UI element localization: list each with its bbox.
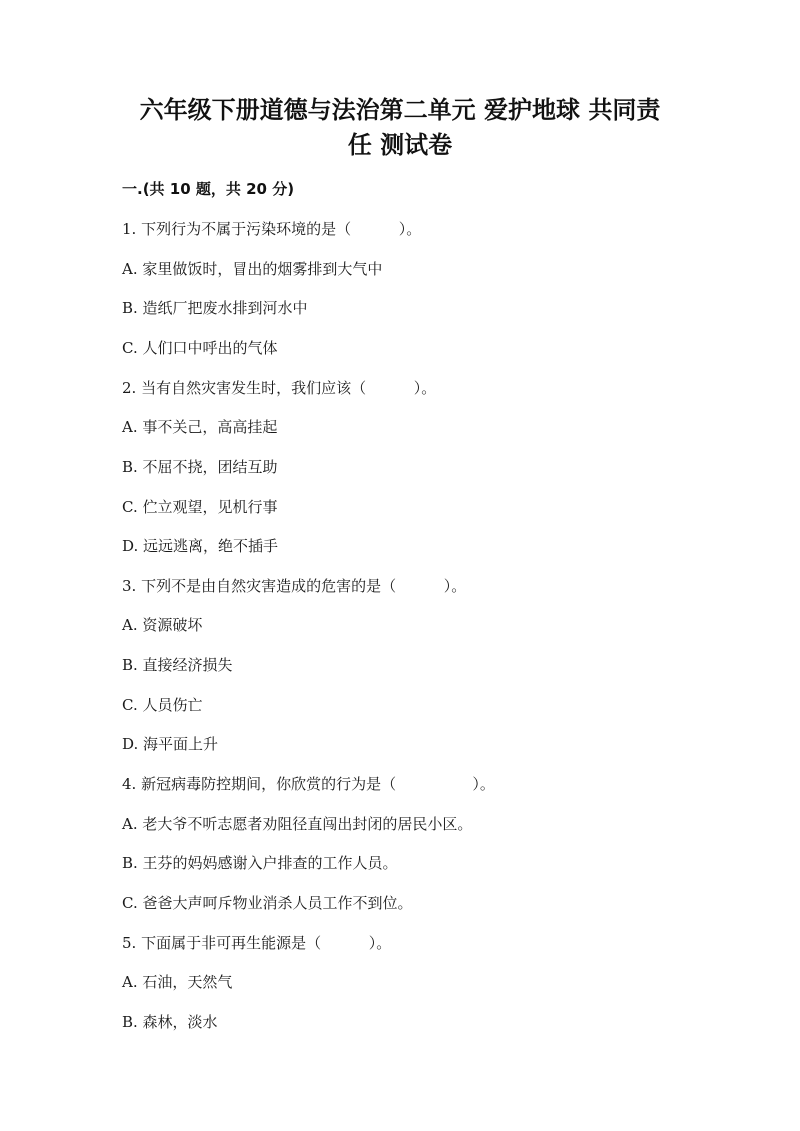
question-3-option-d: D. 海平面上升 (122, 735, 219, 753)
question-2-option-b: B. 不屈不挠，团结互助 (122, 458, 278, 476)
question-1-stem: 1. 下列行为不属于污染环境的是（ ）。 (122, 220, 422, 238)
question-2-option-d: D. 远远逃离，绝不插手 (122, 537, 279, 555)
question-1-option-b: B. 造纸厂把废水排到河水中 (122, 299, 308, 317)
question-1-option-a: A. 家里做饭时，冒出的烟雾排到大气中 (122, 260, 383, 278)
question-2-stem: 2. 当有自然灾害发生时，我们应该（ ）。 (122, 379, 437, 397)
question-5-option-a: A. 石油，天然气 (122, 973, 233, 991)
question-5-option-b: B. 森林，淡水 (122, 1013, 218, 1031)
question-2-option-c: C. 伫立观望，见机行事 (122, 498, 278, 516)
question-3-option-b: B. 直接经济损失 (122, 656, 233, 674)
section-heading: 一.(共 10 题，共 20 分) (122, 180, 295, 198)
question-1-option-c: C. 人们口中呼出的气体 (122, 339, 278, 357)
exam-title-line-1: 六年级下册道德与法治第二单元 爱护地球 共同责 (139, 96, 661, 124)
question-4-option-c: C. 爸爸大声呵斥物业消杀人员工作不到位。 (122, 894, 413, 912)
exam-title-line-2: 任 测试卷 (347, 131, 453, 159)
question-3-option-a: A. 资源破坏 (122, 616, 203, 634)
question-4-option-b: B. 王芬的妈妈感谢入户排查的工作人员。 (122, 854, 398, 872)
question-5-stem: 5. 下面属于非可再生能源是（ ）。 (122, 934, 392, 952)
question-3-option-c: C. 人员伤亡 (122, 696, 203, 714)
question-2-option-a: A. 事不关己，高高挂起 (122, 418, 278, 436)
question-4-stem: 4. 新冠病毒防控期间，你欣赏的行为是（ ）。 (122, 775, 495, 793)
question-3-stem: 3. 下列不是由自然灾害造成的危害的是（ ）。 (122, 577, 467, 595)
question-4-option-a: A. 老大爷不听志愿者劝阻径直闯出封闭的居民小区。 (122, 815, 473, 833)
